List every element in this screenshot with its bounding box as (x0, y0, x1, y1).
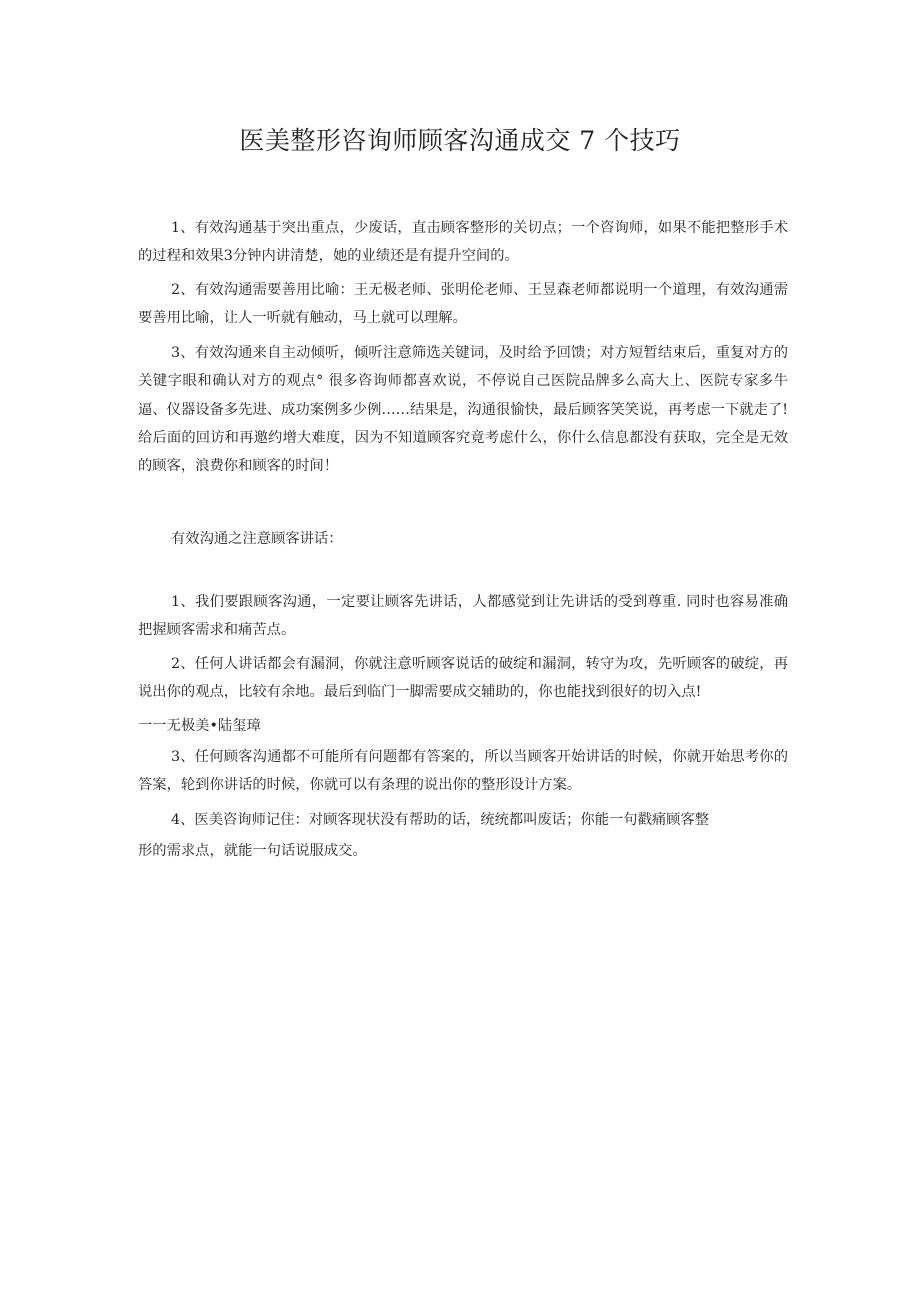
paragraph-1: 1、有效沟通基于突出重点，少废话，直击顾客整形的关切点；一个咨询师，如果不能把整形手术的过程和效果3分钟内讲清楚，她的业绩还是有提升空间的。 (138, 220, 788, 265)
tip-2: 2、任何人讲话都会有漏洞，你就注意听顾客说话的破绽和漏洞，转守为攻，先听顾客的破绽，再说出你的观点，比较有余地。最后到临门一脚需要成交辅助的，你也能找到很好的切入点! (138, 656, 788, 701)
tip-2-signature: 一一无极美•陆玺璋 (138, 718, 261, 734)
tip-4-line-1: 4、医美咨询师记住：对顾客现状没有帮助的话，统统都叫废话；你能一句戳痛顾客整 (171, 812, 710, 828)
document-title: 医美整形咨询师顾客沟通成交 7 个技巧 (239, 126, 681, 155)
paragraph-3: 3、有效沟通来自主动倾听，倾听注意筛选关键词，及时给予回馈；对方短暂结束后，重复对方的关键字眼和确认对方的观点° 很多咨询师都喜欢说，不停说自己医院品牌多么高大上、医院专家多牛逼、仪器设备多先进、成功案例多少例……结果是，沟通很愉快，最后顾客笑笑说，再考虑一下就走了!给后面的回访和再邀约增大难度，因为不知道顾客究竟考虑什么，你什么信息都没有获取，完全是无效的顾客，浪费你和顾客的时间！ (138, 345, 788, 475)
tip-1: 1、我们要跟顾客沟通，一定要让顾客先讲话，人都感觉到让先讲话的受到尊重. 同时也容易准确把握顾客需求和痛苦点。 (138, 594, 788, 639)
tip-4-line-2: 形的需求点，就能一句话说服成交。 (138, 843, 367, 859)
tip-3: 3、任何顾客沟通都不可能所有问题都有答案的，所以当顾客开始讲话的时候，你就开始思考你的答案，轮到你讲话的时候，你就可以有条理的说出你的整形设计方案。 (138, 749, 788, 794)
subheading: 有效沟通之注意顾客讲话： (171, 531, 343, 547)
paragraph-2: 2、有效沟通需要善用比喻：王无极老师、张明伦老师、王昱森老师都说明一个道理，有效沟通需要善用比喻，让人一听就有触动，马上就可以理解。 (138, 282, 788, 327)
